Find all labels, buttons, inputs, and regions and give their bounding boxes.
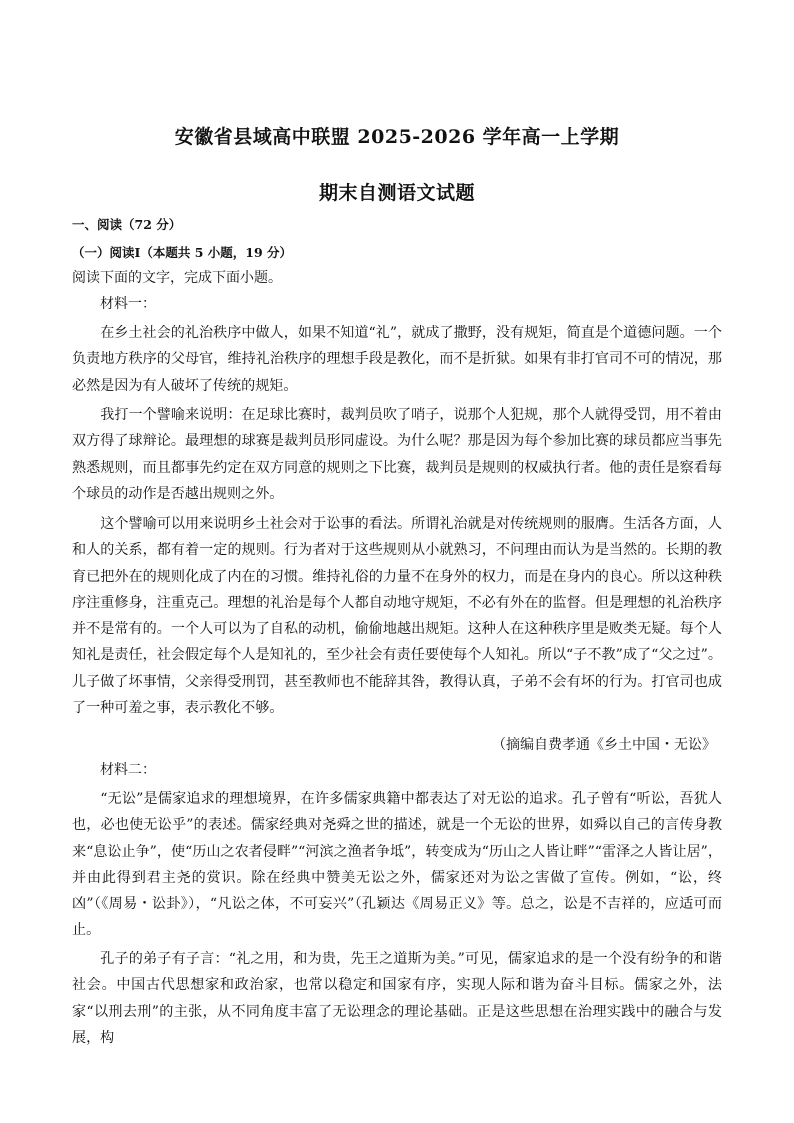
section-heading: 一、阅读（72 分） xyxy=(72,217,182,232)
exam-title-line2: 期末自测语文试题 xyxy=(318,182,475,204)
material1-source: （摘编自费孝通《乡土中国・无讼》 xyxy=(492,737,716,753)
material1-paragraph-1: 在乡土社会的礼治秩序中做人，如果不知道“礼”，就成了撒野，没有规矩，简直是个道德问题。一个负责地方秩序的父母官，维持礼治秩序的理想手段是教化，而不是折狱。如果有非打官司不可的情况，那必然是因为有人破坏了传统的规矩。 xyxy=(72,325,722,394)
material1-label: 材料一： xyxy=(100,296,156,312)
material2-paragraph-2: 孔子的弟子有子言：“礼之用，和为贵，先王之道斯为美。”可见，儒家追求的是一个没有纷争的和谐社会。中国古代思想家和政治家，也常以稳定和国家有序，实现人际和谐为奋斗目标。儒家之外，法家“以刑去刑”的主张，从不同角度丰富了无讼理念的理论基础。正是这些思想在治理实践中的融合与发展，构 xyxy=(72,951,722,1046)
material2-label: 材料二： xyxy=(100,762,156,778)
instruction-text: 阅读下面的文字，完成下面小题。 xyxy=(72,270,282,286)
exam-title-line1: 安徽省县域高中联盟 2025-2026 学年高一上学期 xyxy=(174,126,620,148)
material1-paragraph-3: 这个譬喻可以用来说明乡土社会对于讼事的看法。所谓礼治就是对传统规则的服膺。生活各方面，人和人的关系，都有着一定的规则。行为者对于这些规则从小就熟习，不问理由而认为是当然的。长期的教育已把外在的规则化成了内在的习惯。维持礼俗的力量不在身外的权力，而是在身内的良心。所以这种秩序注重修身，注重克己。理想的礼治是每个人都自动地守规矩，不必有外在的监督。但是理想的礼治秩序并不是常有的。一个人可以为了自私的动机，偷偷地越出规矩。这种人在这种秩序里是败类无疑。每个人知礼是责任，社会假定每个人是知礼的，至少社会有责任要使每个人知礼。所以“子不教”成了“父之过”。儿子做了坏事情，父亲得受刑罚，甚至教师也不能辞其咎，教得认真，子弟不会有坏的行为。打官司也成了一种可羞之事，表示教化不够。 xyxy=(72,516,722,717)
subsection-heading: （一）阅读Ⅰ（本题共 5 小题，19 分） xyxy=(72,245,292,260)
material1-paragraph-2: 我打一个譬喻来说明：在足球比赛时，裁判员吹了哨子，说那个人犯规，那个人就得受罚，用不着由双方得了球辩论。最理想的球赛是裁判员形同虚设。为什么呢？那是因为每个参加比赛的球员都应当事先熟悉规则，而且都事先约定在双方同意的规则之下比赛，裁判员是规则的权威执行者。他的责任是察看每个球员的动作是否越出规则之外。 xyxy=(72,407,722,502)
material2-paragraph-1: “无讼”是儒家追求的理想境界，在许多儒家典籍中都表达了对无讼的追求。孔子曾有“听讼，吾犹人也，必也使无讼乎”的表述。儒家经典对尧舜之世的描述，就是一个无讼的世界，如舜以自己的言传身教来“息讼止争”，使“历山之农者侵畔”“河滨之渔者争坻”，转变成为“历山之人皆让畔”“雷泽之人皆让居”，并由此得到君主尧的赏识。除在经典中赞美无讼之外，儒家还对为讼之害做了宣传。例如，“讼，终凶”（《周易・讼卦》），“凡讼之体，不可妄兴”（孔颖达《周易正义》等。总之，讼是不吉祥的，应适可而止。 xyxy=(72,791,722,939)
